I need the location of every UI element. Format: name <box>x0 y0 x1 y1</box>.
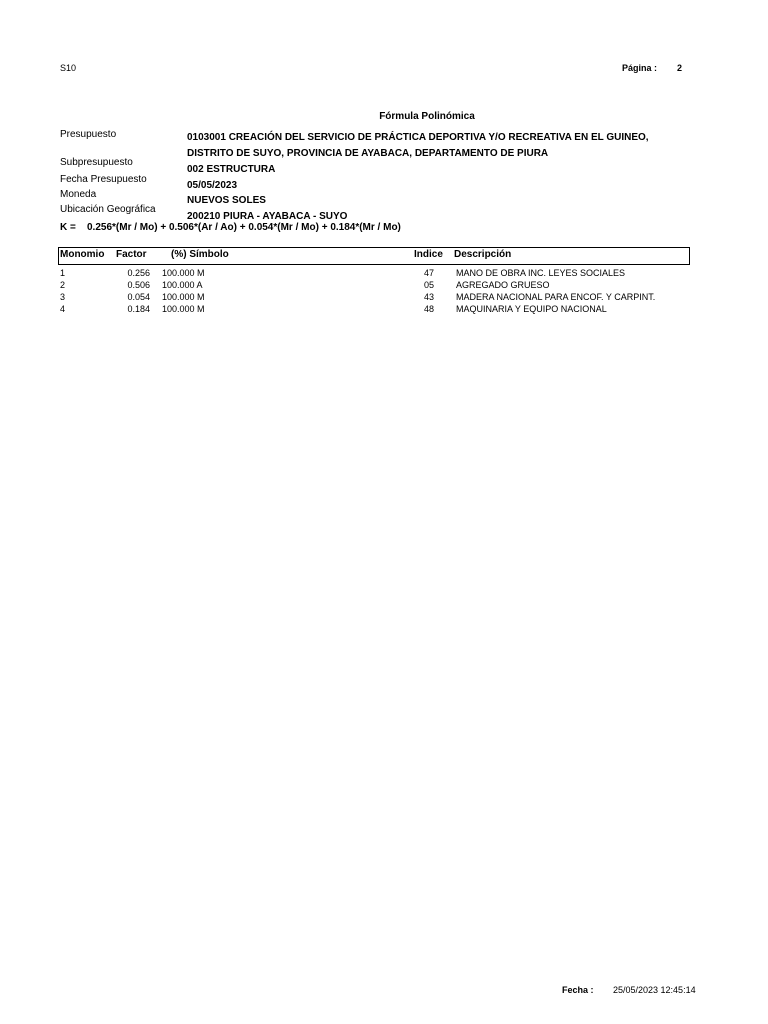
presupuesto-label: Presupuesto <box>60 129 117 140</box>
subpresupuesto-label: Subpresupuesto <box>60 157 133 168</box>
ubicacion-label: Ubicación Geográfica <box>60 204 156 215</box>
cell-factor: 0.184 <box>127 304 150 314</box>
ubicacion-value: 200210 PIURA - AYABACA - SUYO <box>187 211 348 222</box>
cell-descripcion: AGREGADO GRUESO <box>456 280 550 290</box>
presupuesto-value-line1: 0103001 CREACIÓN DEL SERVICIO DE PRÁCTICA DEPORTIVA Y/O RECREATIVA EN EL GUINEO, <box>187 132 649 143</box>
system-code: S10 <box>60 63 77 73</box>
cell-descripcion: MADERA NACIONAL PARA ENCOF. Y CARPINT. <box>456 292 656 302</box>
cell-indice: 48 <box>423 304 434 314</box>
col-descripcion: Descripción <box>454 249 512 260</box>
cell-factor: 0.506 <box>127 280 150 290</box>
cell-pct-simbolo: 100.000 M <box>162 292 205 302</box>
cell-descripcion: MAQUINARIA Y EQUIPO NACIONAL <box>456 304 607 314</box>
col-factor: Factor <box>116 249 147 260</box>
moneda-label: Moneda <box>60 189 97 200</box>
formula-label: K = <box>60 222 76 233</box>
col-monomio: Monomio <box>60 249 105 260</box>
formula-expression: 0.256*(Mr / Mo) + 0.506*(Ar / Ao) + 0.054*(Mr / Mo) + 0.184*(Mr / Mo) <box>87 222 401 233</box>
presupuesto-value-line2: DISTRITO DE SUYO, PROVINCIA DE AYABACA, DEPARTAMENTO DE PIURA <box>187 148 549 159</box>
table-header-box <box>58 247 690 265</box>
footer-fecha-label: Fecha : <box>562 985 594 995</box>
subpresupuesto-value: 002 ESTRUCTURA <box>187 164 276 175</box>
table-row <box>0 268 768 280</box>
cell-indice: 43 <box>423 292 434 302</box>
fecha-presupuesto-label: Fecha Presupuesto <box>60 174 147 185</box>
fecha-presupuesto-value: 05/05/2023 <box>187 180 238 191</box>
col-indice: Indice <box>414 249 443 260</box>
cell-monomio: 3 <box>60 292 66 302</box>
cell-factor: 0.256 <box>127 268 150 278</box>
cell-monomio: 4 <box>60 304 66 314</box>
moneda-value: NUEVOS SOLES <box>187 195 266 206</box>
table-row <box>0 304 768 316</box>
cell-indice: 47 <box>423 268 434 278</box>
table-row <box>0 280 768 292</box>
cell-pct-simbolo: 100.000 A <box>162 280 203 290</box>
cell-monomio: 2 <box>60 280 66 290</box>
page-label: Página : <box>622 63 658 73</box>
cell-indice: 05 <box>423 280 434 290</box>
footer-fecha-value: 25/05/2023 12:45:14 <box>613 985 696 995</box>
page-number: 2 <box>677 63 683 73</box>
table-row <box>0 292 768 304</box>
cell-factor: 0.054 <box>127 292 150 302</box>
col-pct-simbolo: (%) Símbolo <box>171 249 229 260</box>
cell-pct-simbolo: 100.000 M <box>162 304 205 314</box>
cell-pct-simbolo: 100.000 M <box>162 268 205 278</box>
cell-monomio: 1 <box>60 268 66 278</box>
cell-descripcion: MANO DE OBRA INC. LEYES SOCIALES <box>456 268 626 278</box>
document-title: Fórmula Polinómica <box>379 111 475 122</box>
